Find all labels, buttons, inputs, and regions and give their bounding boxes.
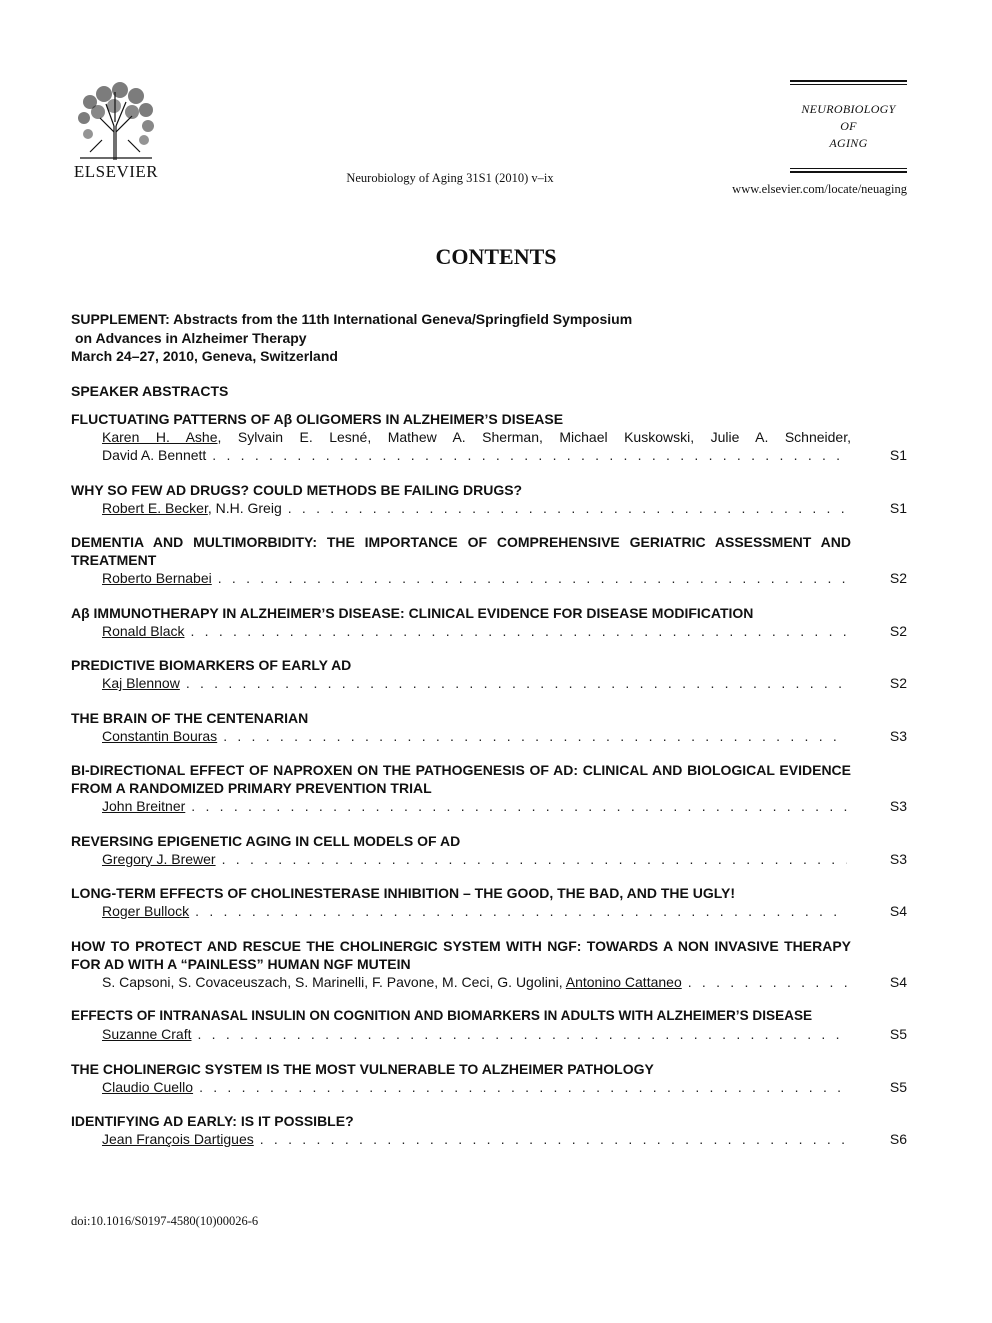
co-authors: , Sylvain E. Lesné, Mathew A. Sherman, Michael Kuskowski, Julie A. Schneider,	[217, 429, 851, 445]
page-title: CONTENTS	[435, 244, 557, 269]
supplement-line: SUPPLEMENT: Abstracts from the 11th International Geneva/Springfield Symposium	[71, 311, 633, 327]
entry-authors-line	[71, 797, 907, 815]
supplement-heading	[71, 310, 632, 366]
presenting-author: Suzanne Craft	[102, 1026, 192, 1042]
entry-title-link[interactable]: HOW TO PROTECT AND RESCUE THE CHOLINERGIC SYSTEM WITH NGF: TOWARDS A NON INVASIVE THERAPY FOR AD WITH A “PAINLESS” HUMAN NGF MUTEIN	[71, 937, 851, 972]
entry-authors-line	[71, 1130, 907, 1148]
entry-authors-line	[71, 674, 907, 692]
dot-leader	[198, 1025, 848, 1043]
masthead-rule	[790, 168, 907, 169]
toc-entry	[71, 656, 907, 692]
page-number-link[interactable]: S4	[889, 973, 907, 990]
elsevier-logo	[68, 82, 164, 182]
page-number-link[interactable]: S3	[889, 850, 907, 867]
supplement-line: on Advances in Alzheimer Therapy	[75, 329, 307, 346]
entry-title-link[interactable]: EFFECTS OF INTRANASAL INSULIN ON COGNITION AND BIOMARKERS IN ADULTS WITH ALZHEIMER’S DISEASE	[71, 1008, 813, 1023]
presenting-author: Roberto Bernabei	[102, 570, 212, 586]
elsevier-tree-icon	[70, 82, 162, 160]
dot-leader	[212, 446, 847, 464]
presenting-author: John Breitner	[102, 798, 186, 814]
dot-leader	[222, 850, 847, 868]
presenting-author: Roger Bullock	[102, 903, 190, 919]
dot-leader	[191, 622, 848, 640]
toc-entry	[71, 604, 907, 640]
presenting-author: Constantin Bouras	[102, 727, 218, 744]
presenting-author: Antonino Cattaneo	[565, 973, 682, 990]
publisher-name: ELSEVIER	[73, 162, 159, 181]
entry-title-link[interactable]: IDENTIFYING AD EARLY: IS IT POSSIBLE?	[71, 1113, 354, 1129]
page-number-link[interactable]: S1	[889, 447, 907, 463]
entry-title-link[interactable]: Aβ IMMUNOTHERAPY IN ALZHEIMER’S DISEASE: CLINICAL EVIDENCE FOR DISEASE MODIFICATION	[71, 604, 754, 621]
presenting-author: Ronald Black	[102, 622, 185, 639]
entry-title-link[interactable]: FLUCTUATING PATTERNS OF Aβ OLIGOMERS IN ALZHEIMER’S DISEASE	[71, 411, 564, 427]
masthead-rule	[790, 80, 907, 82]
entry-authors	[102, 973, 682, 991]
dot-leader	[191, 797, 847, 815]
entry-authors-line	[71, 622, 907, 640]
toc-entry	[71, 1060, 907, 1096]
entry-title-link[interactable]: BI-DIRECTIONAL EFFECT OF NAPROXEN ON THE PATHOGENESIS OF AD: CLINICAL AND BIOLOGICAL EVIDENCE FROM A RANDOMIZED PRIMARY PREVENTION TRIAL	[71, 762, 851, 796]
journal-masthead	[790, 80, 907, 175]
toc-entry	[71, 884, 907, 920]
section-label: SPEAKER ABSTRACTS	[71, 383, 229, 399]
doi-footer: doi:10.1016/S0197-4580(10)00026-6	[71, 1214, 259, 1228]
dot-leader	[186, 674, 847, 692]
page-number-link[interactable]: S6	[889, 1131, 907, 1147]
toc-entry	[71, 832, 907, 868]
entry-authors-line	[71, 1025, 907, 1043]
dot-leader	[260, 1130, 847, 1148]
entry-title-link[interactable]: PREDICTIVE BIOMARKERS OF EARLY AD	[71, 657, 352, 673]
entry-title-link[interactable]: THE CHOLINERGIC SYSTEM IS THE MOST VULNERABLE TO ALZHEIMER PATHOLOGY	[71, 1060, 654, 1077]
entry-title-link[interactable]: LONG-TERM EFFECTS OF CHOLINESTERASE INHIBITION – THE GOOD, THE BAD, AND THE UGLY!	[71, 885, 735, 901]
page-number-link[interactable]: S5	[889, 1026, 907, 1042]
masthead-rule	[790, 84, 907, 85]
journal-title-line: NEUROBIOLOGY	[801, 102, 896, 116]
supplement-line: March 24–27, 2010, Geneva, Switzerland	[71, 348, 338, 364]
entry-authors-line	[71, 850, 907, 868]
entry-authors-line	[71, 1078, 907, 1096]
entry-authors-line	[71, 446, 907, 464]
presenting-author: Kaj Blennow	[102, 675, 180, 691]
presenting-author: Gregory J. Brewer	[102, 850, 216, 867]
presenting-author: Jean François Dartigues	[102, 1131, 254, 1147]
entry-title-link[interactable]: DEMENTIA AND MULTIMORBIDITY: THE IMPORTANCE OF COMPREHENSIVE GERIATRIC ASSESSMENT AND TREATMENT	[71, 534, 851, 568]
dot-leader	[199, 1078, 847, 1096]
page-number-link[interactable]: S3	[889, 798, 907, 814]
journal-title-line: OF	[840, 119, 857, 133]
entry-title-link[interactable]: WHY SO FEW AD DRUGS? COULD METHODS BE FAILING DRUGS?	[71, 481, 523, 498]
co-authors: S. Capsoni, S. Covaceuszach, S. Marinelli, F. Pavone, M. Ceci, G. Ugolini,	[102, 973, 566, 990]
dot-leader	[218, 569, 847, 587]
co-authors: David A. Bennett	[102, 447, 207, 463]
dot-leader	[688, 973, 847, 991]
page-number-link[interactable]: S2	[889, 675, 907, 691]
toc-entry	[71, 1007, 907, 1043]
entry-authors-line	[71, 973, 907, 991]
entry-authors-line	[71, 499, 907, 517]
journal-title	[790, 101, 907, 152]
journal-url-link[interactable]: www.elsevier.com/locate/neuaging	[732, 182, 907, 196]
journal-title-line: AGING	[829, 136, 868, 150]
presenting-author: Robert E. Becker	[102, 499, 208, 516]
entry-authors	[102, 499, 282, 517]
entry-authors-line	[71, 902, 907, 920]
presenting-author: Claudio Cuello	[102, 1078, 194, 1095]
dot-leader	[223, 727, 847, 745]
entry-authors-line	[71, 727, 907, 745]
page-number-link[interactable]: S2	[889, 570, 907, 586]
page-number-link[interactable]: S5	[889, 1078, 907, 1095]
entry-authors-line	[71, 569, 907, 587]
presenting-author: Karen H. Ashe	[102, 429, 218, 445]
page-number-link[interactable]: S4	[889, 903, 907, 919]
page-number-link[interactable]: S1	[889, 499, 907, 516]
entry-authors	[71, 428, 851, 446]
page-number-link[interactable]: S3	[889, 727, 907, 744]
toc-entry	[71, 937, 907, 991]
page-number-link[interactable]: S2	[889, 622, 907, 639]
entry-title-link[interactable]: THE BRAIN OF THE CENTENARIAN	[71, 709, 309, 726]
masthead-rule	[790, 171, 907, 173]
journal-citation: Neurobiology of Aging 31S1 (2010) v–ix	[346, 171, 554, 185]
dot-leader	[288, 499, 847, 517]
co-authors: , N.H. Greig	[207, 499, 282, 516]
toc-entry	[71, 410, 907, 464]
dot-leader	[195, 902, 847, 920]
toc-entry	[71, 761, 907, 815]
toc-entry	[71, 1112, 907, 1148]
table-of-contents	[71, 410, 907, 1165]
toc-entry	[71, 481, 907, 517]
entry-title-link[interactable]: REVERSING EPIGENETIC AGING IN CELL MODELS OF AD	[71, 832, 461, 849]
toc-entry	[71, 709, 907, 745]
toc-entry	[71, 533, 907, 587]
